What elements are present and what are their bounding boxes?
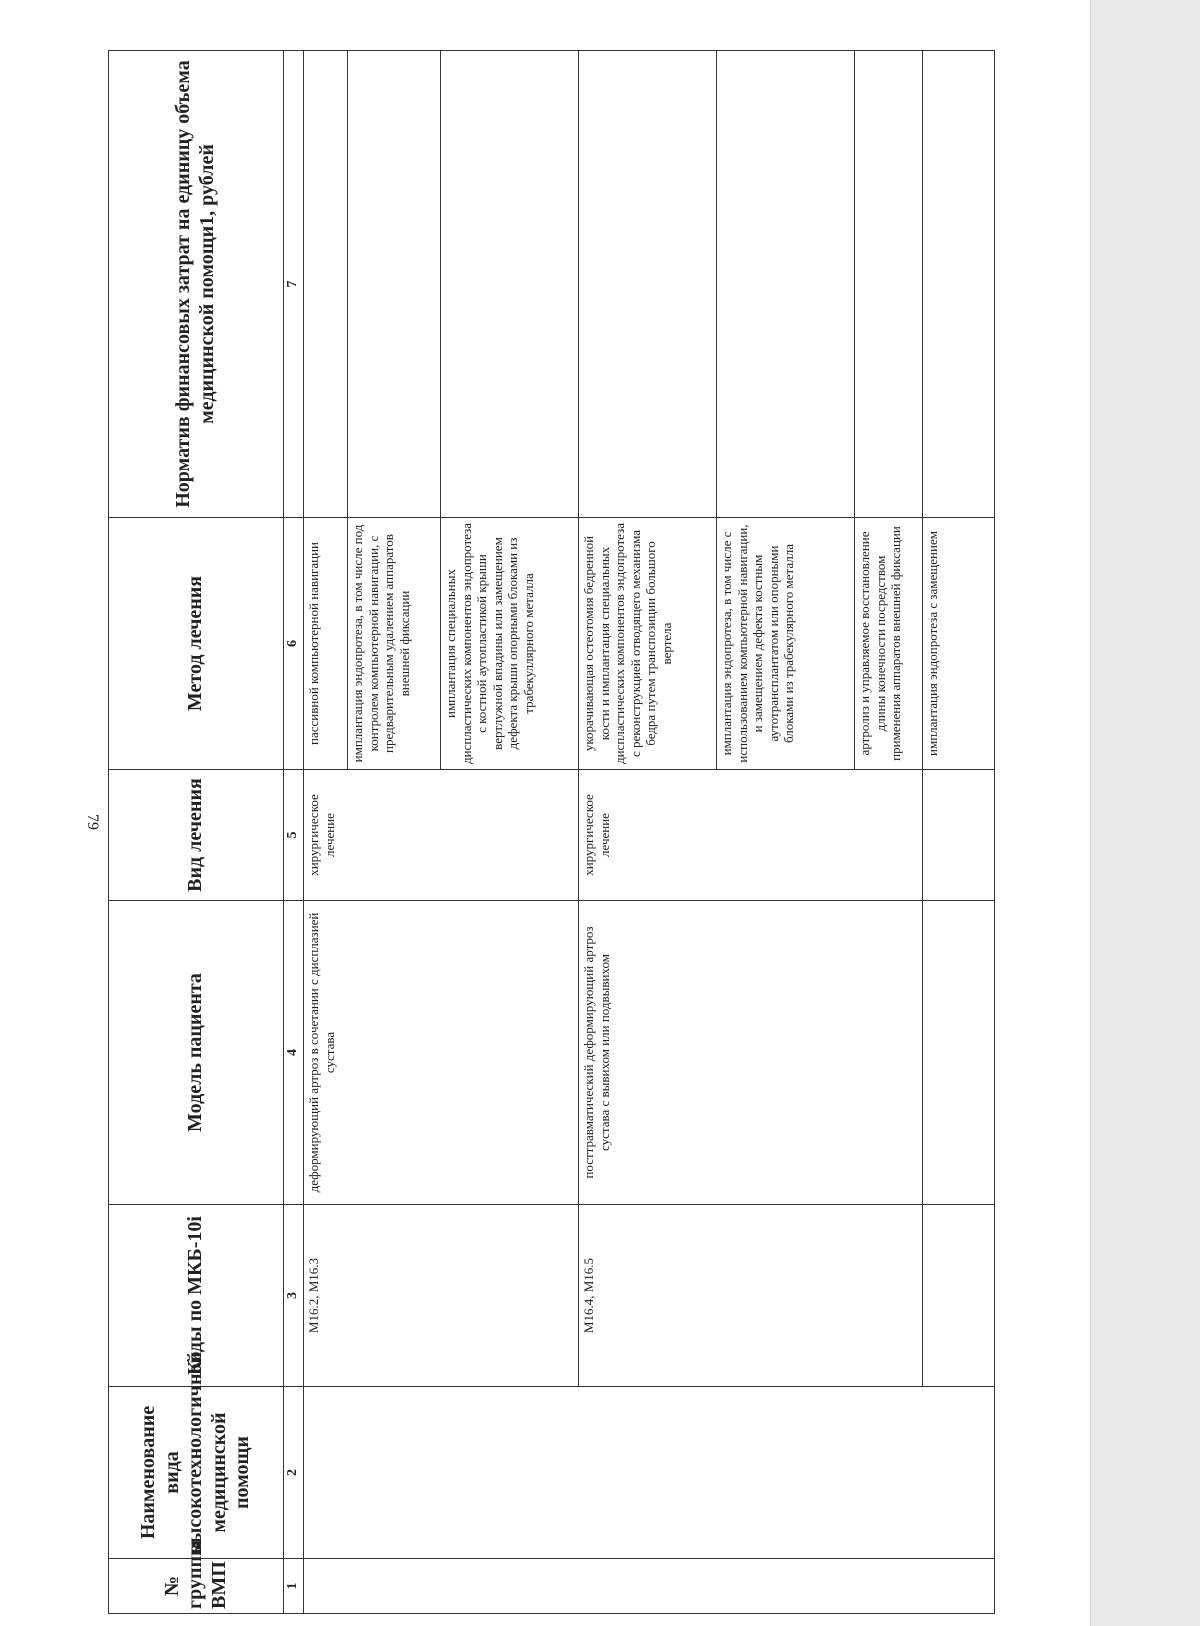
- cell-method: имплантация специальных диспластических компонентов эндопротеза с костной аутопластикой крыши вертлужной впадины или замещением дефекта крыши опорными блоками из трабекуллярного металла: [441, 518, 579, 770]
- column-number: 2: [284, 1387, 304, 1559]
- table-row: [304, 51, 348, 1614]
- cell-cost: [923, 51, 995, 518]
- table-row: [923, 51, 995, 1614]
- cell-patient-model-a: деформирующий артроз в сочетании с дисплазией сустава: [304, 901, 579, 1205]
- header-care-type: Наименование вида высокотехнологичной медицинской помощи: [109, 1387, 284, 1559]
- cell-cost: [855, 51, 923, 518]
- cell-cost: [579, 51, 717, 518]
- vmp-table: [108, 50, 995, 1614]
- cell-method: имплантация эндопротеза, в том числе с использованием компьютерной навигации, и замещением дефекта костным аутотрансплантатом или опорными блоками из трабекулярного металла: [717, 518, 855, 770]
- cell-icd-code-a: M16.2, M16.3: [304, 1205, 579, 1387]
- column-number: 4: [284, 901, 304, 1205]
- cell-icd-code-b: M16.4, M16.5: [579, 1205, 923, 1387]
- cell-cost: [441, 51, 579, 518]
- cell-method: пассивной компьютерной навигации: [304, 518, 348, 770]
- header-group-number: № группы ВМП: [109, 1559, 284, 1614]
- scanner-gutter: [1090, 0, 1200, 1626]
- header-treatment-method: Метод лечения: [109, 518, 284, 770]
- cell-icd-code: [923, 1205, 995, 1387]
- column-number: 5: [284, 770, 304, 901]
- column-number: 7: [284, 51, 304, 518]
- cell-group-number: [304, 1559, 995, 1614]
- header-treatment-type: Вид лечения: [109, 770, 284, 901]
- cell-method: имплантация эндопротеза, в том числе под контролем компьютерной навигации, с предварительным удалением аппаратов внешней фиксации: [348, 518, 441, 770]
- table-row: [579, 51, 717, 1614]
- header-row: [109, 51, 284, 1614]
- cell-cost: [717, 51, 855, 518]
- cell-method: артролиз и управляемое восстановление длины конечности посредством применения аппаратов внешней фиксации: [855, 518, 923, 770]
- cell-cost: [348, 51, 441, 518]
- cell-treatment-type: [923, 770, 995, 901]
- cell-treatment-type-a: хирургическое лечение: [304, 770, 579, 901]
- page-number: 79: [84, 814, 101, 830]
- column-number: 6: [284, 518, 304, 770]
- cell-patient-model-b: посттравматический деформирующий артроз сустава с вывихом или подвывихом: [579, 901, 923, 1205]
- column-number: 3: [284, 1205, 304, 1387]
- cell-method: укорачивающая остеотомия бедренной кости и имплантация специальных диспластических компонентов эндопротеза с реконструкцией отводящего механизма бедра путем транспозиции большого вертела: [579, 518, 717, 770]
- cell-method: имплантация эндопротеза с замещением: [923, 518, 995, 770]
- header-icd-codes: Коды по МКБ-10і: [109, 1205, 284, 1387]
- cell-patient-model: [923, 901, 995, 1205]
- cell-care-type: [304, 1387, 995, 1559]
- header-cost-norm: Норматив финансовых затрат на единицу объема медицинской помощи1, рублей: [109, 51, 284, 518]
- header-patient-model: Модель пациента: [109, 901, 284, 1205]
- cell-cost: [304, 51, 348, 518]
- column-number-row: [284, 51, 304, 1614]
- column-number: 1: [284, 1559, 304, 1614]
- cell-treatment-type-b: хирургическое лечение: [579, 770, 923, 901]
- rotated-page: [108, 51, 994, 1614]
